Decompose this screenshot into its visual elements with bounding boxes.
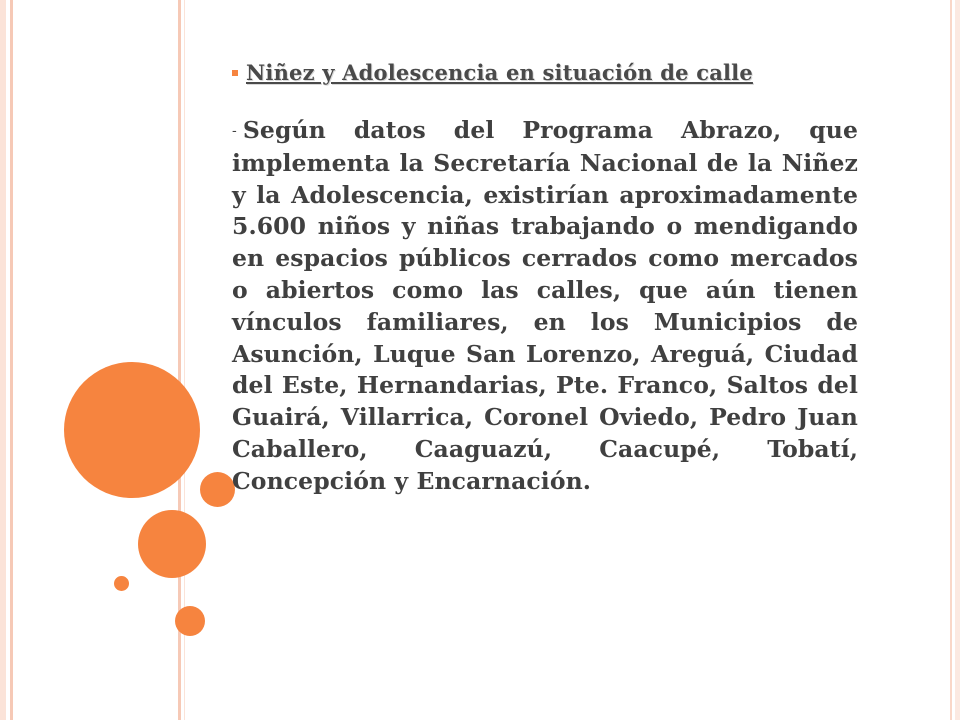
decorative-stripe — [10, 0, 13, 720]
square-bullet-icon — [232, 70, 238, 76]
decorative-stripe — [0, 0, 6, 720]
paragraph-dash: - — [232, 123, 237, 139]
decorative-circle — [64, 362, 200, 498]
paragraph-text: Según datos del Programa Abrazo, que implementa la Secretaría Nacional de la Niñez y la Adolescencia, existirían aproximadamente 5.600 niños y niñas trabajando o mendigando en espacios públicos cerrados como mercados o abiertos como las calles, que aún tienen vínculos familiares, en los Municipios de Asunción, Luque San Lorenzo, Areguá, Ciudad del Este, Hernandarias, Pte. Franco, Saltos del Guairá, Villarrica, Coronel Oviedo, Pedro Juan Caballero, Caaguazú, Caacupé, Tobatí, Concepción y Encarnación. — [232, 116, 858, 495]
decorative-stripe — [955, 0, 960, 720]
decorative-circle — [175, 606, 205, 636]
decorative-circle — [200, 472, 235, 507]
slide-content — [232, 60, 858, 498]
slide-heading: Niñez y Adolescencia en situación de calle — [246, 60, 753, 85]
decorative-circle — [114, 576, 129, 591]
heading-row — [232, 60, 858, 85]
body-paragraph — [232, 115, 858, 498]
decorative-stripe — [950, 0, 952, 720]
decorative-circle — [138, 510, 206, 578]
